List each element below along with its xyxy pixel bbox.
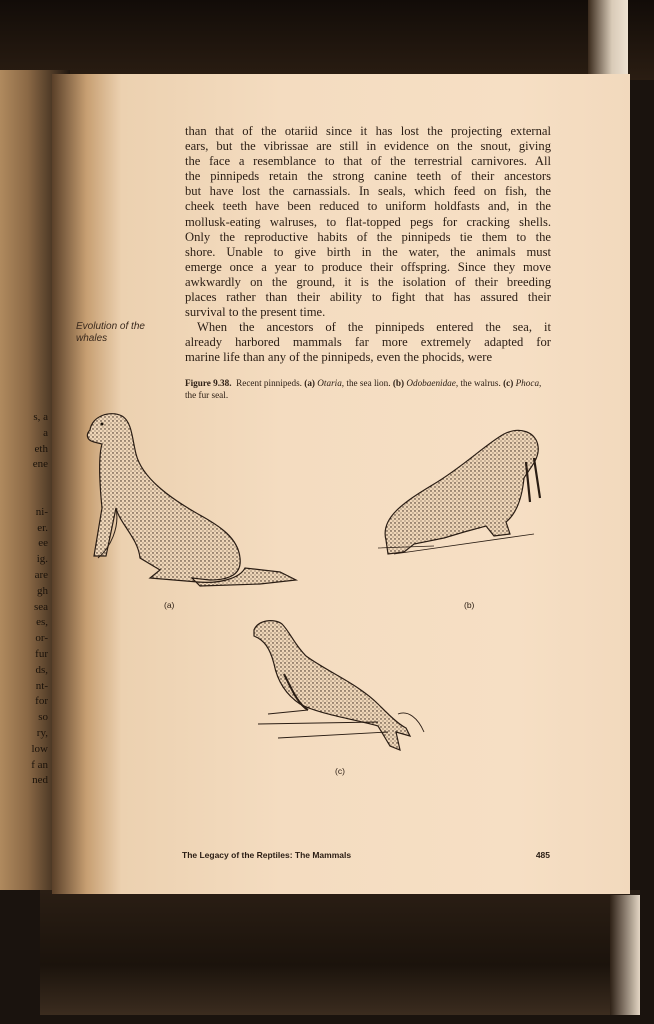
- caption-tag: (b): [392, 378, 405, 388]
- body-text-line: When the ancestors of the pinnipeds entered the sea, it: [197, 320, 551, 335]
- body-text: [185, 124, 551, 366]
- caption-tag: (a): [304, 378, 315, 388]
- body-text-line: already harbored mammals far more extremely adapted for: [185, 335, 551, 350]
- body-text-line: marine life than any of the pinnipeds, even the phocids, were: [185, 350, 493, 365]
- left-page-fragment: are: [34, 568, 48, 581]
- caption-taxon: Phoca,: [515, 378, 542, 388]
- left-page-fragment: eth: [34, 442, 48, 455]
- margin-note-line: Evolution of the: [76, 321, 145, 332]
- seal-illustration: [248, 614, 433, 754]
- body-text-line: survival to the present time.: [185, 305, 326, 320]
- left-page-fragment: ee: [38, 537, 48, 550]
- left-page-fragment: for: [35, 695, 48, 708]
- body-text-line: mollusk-eating walruses, to flat-topped pegs for cracking shells.: [185, 214, 551, 229]
- left-page-fragment: nt-: [35, 679, 48, 692]
- figure-caption: [185, 378, 551, 401]
- left-page-fragment: ry,: [36, 726, 48, 739]
- body-text-line: the face a resemblance to that of the terrestrial carnivores. All: [185, 154, 551, 169]
- caption-text: the walrus.: [460, 378, 501, 388]
- caption-taxon: Odobaenidae,: [406, 378, 459, 388]
- left-page-text-fragments: [0, 410, 48, 789]
- body-text-line: Only the reproductive habits of the pinnipeds tie them to the: [185, 229, 551, 244]
- left-page-fragment: ned: [32, 774, 48, 787]
- left-page-fragment: es,: [36, 616, 48, 629]
- body-text-line: ears, but the vibrissae are still in evidence on the snout, giving: [185, 139, 551, 154]
- left-page-fragment: or-: [35, 632, 48, 645]
- background-top: [0, 0, 654, 80]
- sea-lion-illustration: [80, 408, 305, 593]
- page-edge: [610, 895, 640, 1015]
- figure-number: Figure 9.38.: [185, 378, 232, 388]
- underlying-page: [40, 890, 640, 1015]
- body-text-line: places rather than their ability to fight that has assured their: [185, 290, 551, 305]
- left-page-fragment: sea: [33, 600, 48, 613]
- body-text-line: than that of the otariid since it has lost the projecting external: [185, 124, 551, 138]
- body-text-line: the pinnipeds retain the strong canine teeth of their ancestors: [185, 169, 551, 184]
- caption-taxon: Otaria,: [317, 378, 345, 388]
- body-text-line: emerge once a year to produce their offspring. Since they move: [185, 259, 551, 274]
- left-page-fragment: [0, 473, 48, 489]
- left-page-fragment: f an: [31, 758, 48, 771]
- caption-tag: (c): [503, 378, 514, 388]
- left-page-fragment: so: [38, 711, 48, 724]
- figure-label-a: (a): [164, 600, 175, 610]
- page-footer: [182, 850, 550, 860]
- left-page-fragment: low: [31, 742, 48, 755]
- left-page-fragment: ene: [32, 458, 48, 471]
- figure-label-b: (b): [464, 600, 475, 610]
- left-page-fragment: [0, 489, 48, 505]
- left-page-fragment: ni-: [35, 505, 48, 518]
- left-page-fragment: ds,: [35, 663, 48, 676]
- page-number: 485: [535, 850, 550, 860]
- body-text-line: shore. Unable to give birth in the water, the animals must: [185, 244, 551, 259]
- left-page-fragment: a: [43, 426, 48, 439]
- left-page-fragment: er.: [37, 521, 48, 534]
- body-text-line: cheek teeth have been reduced to uniform holdfasts and, in the: [185, 199, 551, 214]
- walrus-illustration: [374, 422, 549, 562]
- margin-note: [76, 321, 176, 345]
- caption-text: the sea lion.: [346, 378, 391, 388]
- running-title: The Legacy of the Reptiles: The Mammals: [182, 850, 352, 860]
- book-page: [52, 74, 630, 894]
- margin-note-line: whales: [76, 333, 108, 344]
- caption-text: Recent pinnipeds.: [236, 378, 302, 388]
- page-edge: [588, 0, 628, 80]
- left-page-fragment: gh: [37, 584, 48, 597]
- left-page-fragment: ig.: [36, 553, 48, 566]
- left-page-fragment: fur: [35, 647, 48, 660]
- figure-label-c: (c): [335, 766, 345, 776]
- caption-text: the fur seal.: [185, 389, 229, 400]
- left-page-fragment: s, a: [33, 411, 48, 423]
- body-text-line: awkwardly on the ground, it is the isolation of their breeding: [185, 274, 551, 289]
- body-text-line: but have lost the carnassials. In seals, which feed on fish, the: [185, 184, 551, 199]
